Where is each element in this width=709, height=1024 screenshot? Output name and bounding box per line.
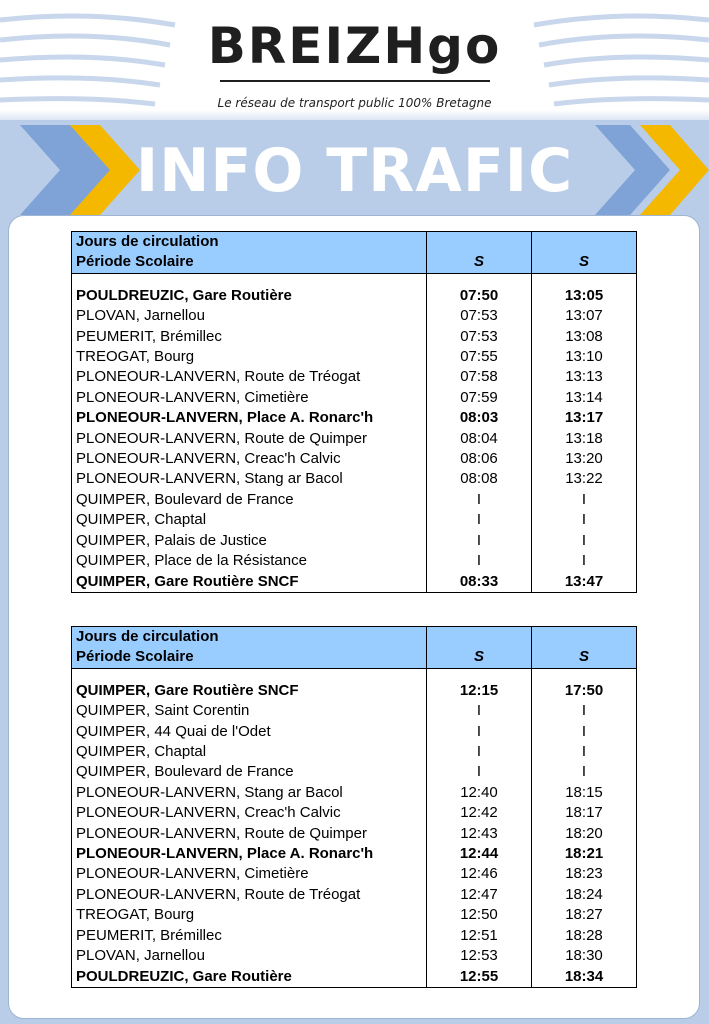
departure-time: I: [427, 490, 532, 510]
departure-time: 18:27: [532, 905, 637, 925]
table-row: [72, 844, 637, 864]
departure-time: 08:33: [427, 572, 532, 593]
departure-time: 07:55: [427, 347, 532, 367]
stop-name: PLONEOUR-LANVERN, Cimetière: [72, 864, 427, 884]
timetable-return: [71, 626, 637, 988]
departure-time: 18:24: [532, 885, 637, 905]
banner-title: INFO TRAFIC: [135, 136, 574, 206]
departure-time: I: [427, 531, 532, 551]
departure-time: 13:47: [532, 572, 637, 593]
departure-time: 12:40: [427, 783, 532, 803]
header-period-label: Période Scolaire: [72, 252, 427, 273]
tagline: Le réseau de transport public 100% Bretagne: [217, 96, 492, 110]
logo-underline: [220, 80, 490, 82]
table-row: [72, 306, 637, 326]
stop-name: QUIMPER, Gare Routière SNCF: [72, 681, 427, 701]
departure-time: 18:23: [532, 864, 637, 884]
table-row: [72, 551, 637, 571]
stop-name: PLONEOUR-LANVERN, Stang ar Bacol: [72, 783, 427, 803]
departure-time: I: [427, 510, 532, 530]
stop-name: TREOGAT, Bourg: [72, 347, 427, 367]
stop-name: PLOVAN, Jarnellou: [72, 306, 427, 326]
table-row: [72, 722, 637, 742]
breizhgo-logo: [0, 18, 709, 82]
stop-name: POULDREUZIC, Gare Routière: [72, 286, 427, 306]
departure-time: 13:07: [532, 306, 637, 326]
stop-name: QUIMPER, Boulevard de France: [72, 490, 427, 510]
departure-time: I: [532, 531, 637, 551]
table-row: [72, 327, 637, 347]
departure-time: 13:13: [532, 367, 637, 387]
stop-name: QUIMPER, 44 Quai de l'Odet: [72, 722, 427, 742]
departure-time: 13:05: [532, 286, 637, 306]
departure-time: I: [427, 701, 532, 721]
departure-time: 07:59: [427, 388, 532, 408]
stop-name: POULDREUZIC, Gare Routière: [72, 967, 427, 988]
departure-time: 13:17: [532, 408, 637, 428]
departure-time: 13:08: [532, 327, 637, 347]
table-row: [72, 701, 637, 721]
stop-name: PLONEOUR-LANVERN, Cimetière: [72, 388, 427, 408]
departure-time: 13:10: [532, 347, 637, 367]
departure-time: 12:42: [427, 803, 532, 823]
departure-time: 18:20: [532, 824, 637, 844]
stop-name: QUIMPER, Place de la Résistance: [72, 551, 427, 571]
stop-name: QUIMPER, Saint Corentin: [72, 701, 427, 721]
table-row: [72, 449, 637, 469]
day-code: S: [532, 647, 637, 668]
departure-time: I: [532, 742, 637, 762]
table-row: [72, 367, 637, 387]
stop-name: PEUMERIT, Brémillec: [72, 327, 427, 347]
table-row: [72, 905, 637, 925]
table-header-row: [72, 627, 637, 648]
stop-name: QUIMPER, Chaptal: [72, 742, 427, 762]
stop-name: PLONEOUR-LANVERN, Route de Tréogat: [72, 885, 427, 905]
table-row: [72, 286, 637, 306]
departure-time: 18:34: [532, 967, 637, 988]
departure-time: 08:08: [427, 469, 532, 489]
departure-time: 18:28: [532, 926, 637, 946]
departure-time: 18:15: [532, 783, 637, 803]
departure-time: 07:53: [427, 327, 532, 347]
stop-name: PLONEOUR-LANVERN, Route de Quimper: [72, 824, 427, 844]
departure-time: 13:20: [532, 449, 637, 469]
departure-time: 12:44: [427, 844, 532, 864]
departure-time: 07:58: [427, 367, 532, 387]
header-days-label: Jours de circulation: [72, 232, 427, 253]
stop-name: PLONEOUR-LANVERN, Creac'h Calvic: [72, 803, 427, 823]
day-code: S: [532, 252, 637, 273]
departure-time: I: [427, 762, 532, 782]
stop-name: PLONEOUR-LANVERN, Place A. Ronarc'h: [72, 844, 427, 864]
departure-time: 12:50: [427, 905, 532, 925]
table-row: [72, 762, 637, 782]
departure-time: I: [427, 551, 532, 571]
departure-time: 13:14: [532, 388, 637, 408]
stop-name: TREOGAT, Bourg: [72, 905, 427, 925]
timetable-outbound: [71, 231, 637, 593]
table-row: [72, 681, 637, 701]
table-row: [72, 510, 637, 530]
departure-time: 08:03: [427, 408, 532, 428]
table-header-row: [72, 252, 637, 273]
stop-name: QUIMPER, Boulevard de France: [72, 762, 427, 782]
table-row: [72, 388, 637, 408]
table-row: [72, 803, 637, 823]
departure-time: 08:06: [427, 449, 532, 469]
departure-time: 12:55: [427, 967, 532, 988]
departure-time: 12:51: [427, 926, 532, 946]
table-row: [72, 531, 637, 551]
departure-time: I: [427, 742, 532, 762]
logo-text: BREIZHgo: [207, 17, 502, 75]
table-row: [72, 408, 637, 428]
table-row: [72, 469, 637, 489]
departure-time: 13:22: [532, 469, 637, 489]
departure-time: I: [427, 722, 532, 742]
departure-time: 08:04: [427, 429, 532, 449]
table-row: [72, 490, 637, 510]
departure-time: I: [532, 551, 637, 571]
departure-time: I: [532, 510, 637, 530]
stop-name: QUIMPER, Palais de Justice: [72, 531, 427, 551]
table-header-row: [72, 232, 637, 253]
table-row: [72, 783, 637, 803]
table-row: [72, 864, 637, 884]
table-row: [72, 885, 637, 905]
table-row: [72, 429, 637, 449]
departure-time: 12:15: [427, 681, 532, 701]
stop-name: PLONEOUR-LANVERN, Place A. Ronarc'h: [72, 408, 427, 428]
table-row: [72, 967, 637, 988]
table-row: [72, 824, 637, 844]
day-code: S: [427, 252, 532, 273]
stop-name: PLONEOUR-LANVERN, Route de Tréogat: [72, 367, 427, 387]
table-row: [72, 742, 637, 762]
stop-name: QUIMPER, Gare Routière SNCF: [72, 572, 427, 593]
day-code: S: [427, 647, 532, 668]
table-row: [72, 572, 637, 593]
stop-name: PLONEOUR-LANVERN, Stang ar Bacol: [72, 469, 427, 489]
departure-time: 07:50: [427, 286, 532, 306]
departure-time: 17:50: [532, 681, 637, 701]
departure-time: 18:17: [532, 803, 637, 823]
departure-time: 12:46: [427, 864, 532, 884]
stop-name: QUIMPER, Chaptal: [72, 510, 427, 530]
stop-name: PLONEOUR-LANVERN, Creac'h Calvic: [72, 449, 427, 469]
departure-time: 12:43: [427, 824, 532, 844]
departure-time: I: [532, 701, 637, 721]
table-row: [72, 926, 637, 946]
departure-time: 13:18: [532, 429, 637, 449]
table-row: [72, 347, 637, 367]
stop-name: PLONEOUR-LANVERN, Route de Quimper: [72, 429, 427, 449]
stop-name: PEUMERIT, Brémillec: [72, 926, 427, 946]
departure-time: I: [532, 722, 637, 742]
departure-time: 18:21: [532, 844, 637, 864]
departure-time: 12:53: [427, 946, 532, 966]
departure-time: 18:30: [532, 946, 637, 966]
stop-name: PLOVAN, Jarnellou: [72, 946, 427, 966]
table-header-row: [72, 647, 637, 668]
table-row: [72, 946, 637, 966]
departure-time: I: [532, 490, 637, 510]
departure-time: 07:53: [427, 306, 532, 326]
header-period-label: Période Scolaire: [72, 647, 427, 668]
departure-time: I: [532, 762, 637, 782]
departure-time: 12:47: [427, 885, 532, 905]
header-days-label: Jours de circulation: [72, 627, 427, 648]
